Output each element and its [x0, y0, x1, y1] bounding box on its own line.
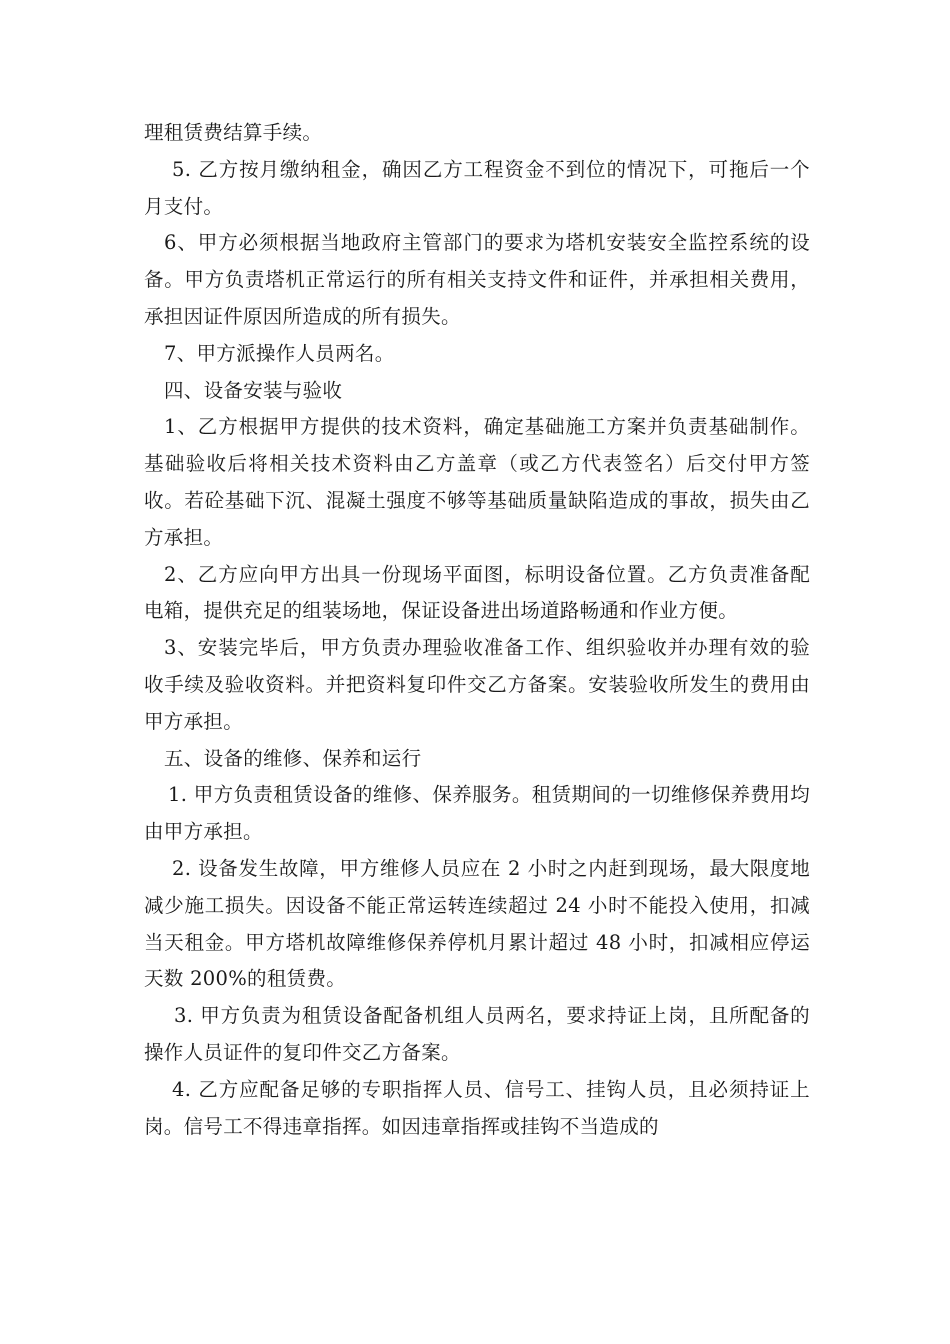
paragraph-install-1-foundation: 1、乙方根据甲方提供的技术资料，确定基础施工方案并负责基础制作。基础验收后将相关技术资料由乙方盖章（或乙方代表签名）后交付甲方签收。若砼基础下沉、混凝土强度不够等基础质量缺陷造成的事故，损失由乙方承担。: [144, 415, 810, 549]
paragraph-clause-5-monthly-rent: 5. 乙方按月缴纳租金，确因乙方工程资金不到位的情况下，可拖后一个月支付。: [144, 157, 810, 218]
section-heading-maintenance-operation: 五、设备的维修、保养和运行: [164, 746, 422, 770]
paragraph-rent-settlement-end: 理租赁费结算手续。: [144, 121, 323, 144]
document-body: [144, 115, 810, 1145]
paragraph-maint-2-breakdown: 2. 设备发生故障，甲方维修人员应在 2 小时之内赶到现场，最大限度地减少施工损失。因设备不能正常运转连续超过 24 小时不能投入使用，扣减当天租金。甲方塔机故障维修保养停机月累计超过 48 小时，扣减相应停运天数 200%的租赁费。: [144, 856, 810, 991]
section-heading-installation-acceptance: 四、设备安装与验收: [164, 378, 343, 402]
paragraph-clause-7-operators: 7、甲方派操作人员两名。: [164, 341, 395, 365]
paragraph-maint-3-crew: 3. 甲方负责为租赁设备配备机组人员两名，要求持证上岗，且所配备的操作人员证件的复印件交乙方备案。: [144, 1004, 810, 1064]
paragraph-install-2-site-plan: 2、乙方应向甲方出具一份现场平面图，标明设备位置。乙方负责准备配电箱，提供充足的组装场地，保证设备进出场道路畅通和作业方便。: [144, 562, 810, 623]
paragraph-maint-1-service: 1. 甲方负责租赁设备的维修、保养服务。租赁期间的一切维修保养费用均由甲方承担。: [144, 783, 810, 844]
paragraph-install-3-acceptance: 3、安装完毕后，甲方负责办理验收准备工作、组织验收并办理有效的验收手续及验收资料。并把资料复印件交乙方备案。安装验收所发生的费用由甲方承担。: [144, 636, 810, 733]
paragraph-maint-4-signalmen: 4. 乙方应配备足够的专职指挥人员、信号工、挂钩人员，且必须持证上岗。信号工不得违章指挥。如因违章指挥或挂钩不当造成的: [144, 1077, 810, 1138]
paragraph-clause-6-monitoring-system: 6、甲方必须根据当地政府主管部门的要求为塔机安装安全监控系统的设备。甲方负责塔机正常运行的所有相关支持文件和证件，并承担相关费用，承担因证件原因所造成的所有损失。: [144, 231, 810, 328]
